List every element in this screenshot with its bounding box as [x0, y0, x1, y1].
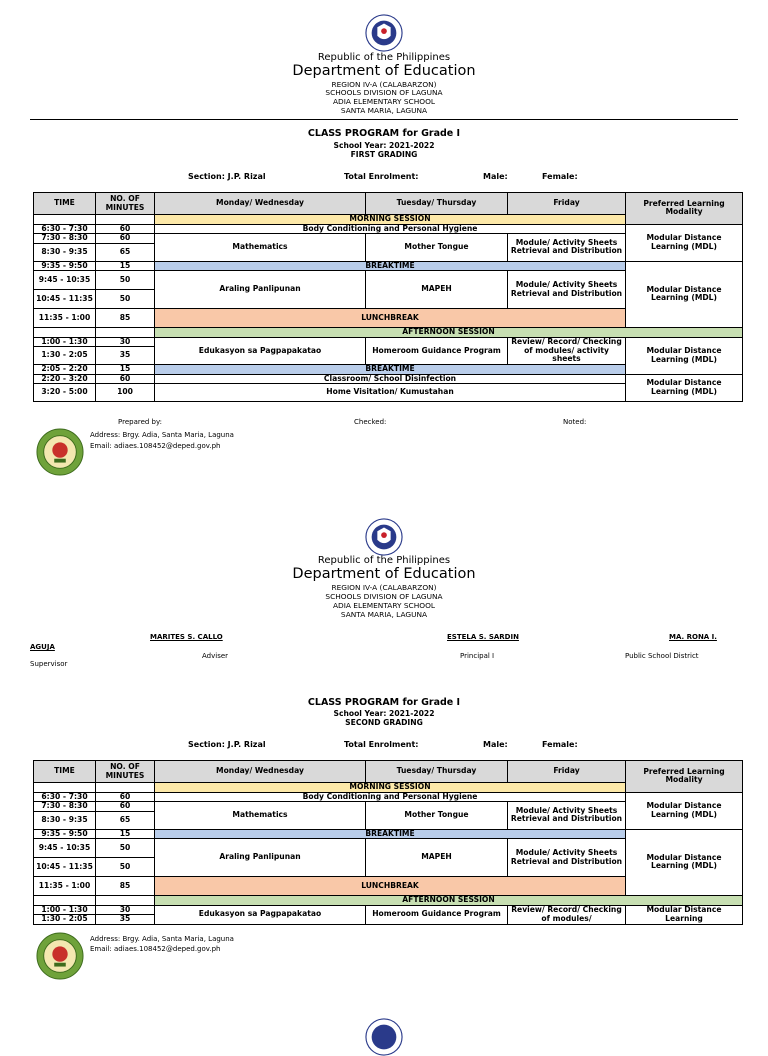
- hygiene-cell: Body Conditioning and Personal Hygiene: [155, 792, 626, 802]
- minutes-cell: 50: [96, 858, 155, 877]
- email-text: Email: adiaes.108452@deped.gov.ph: [90, 442, 221, 450]
- minutes-cell: 50: [96, 271, 155, 290]
- time-cell: 8:30 - 9:35: [34, 811, 96, 829]
- region-text: REGION IV-A (CALABARZON): [331, 80, 437, 89]
- checked-label: Checked:: [354, 418, 387, 426]
- disinfection-row: Classroom/ School Disinfection: [155, 374, 626, 384]
- subject-esp: Edukasyon sa Pagpapakatao: [155, 905, 366, 924]
- morning-session: MORNING SESSION: [155, 215, 626, 225]
- friday-module-cell: Module/ Activity Sheets Retrieval and Distribution: [508, 234, 626, 262]
- time-cell: 10:45 - 11:35: [34, 290, 96, 309]
- friday-module-cell: Module/ Activity Sheets Retrieval and Distribution: [508, 839, 626, 877]
- republic-text: Republic of the Philippines: [317, 52, 451, 63]
- minutes-cell: 50: [96, 290, 155, 309]
- school-year: School Year: 2021-2022: [333, 141, 435, 150]
- department-title: Department of Education: [292, 566, 476, 582]
- minutes-cell: 35: [96, 915, 155, 925]
- minutes-cell: 30: [96, 337, 155, 347]
- time-cell: 3:20 - 5:00: [34, 384, 96, 402]
- subject-mapeh: MAPEH: [366, 271, 508, 309]
- minutes-cell: 85: [96, 309, 155, 328]
- deped-seal-icon: [365, 518, 403, 556]
- minutes-cell: 30: [96, 905, 155, 915]
- class-program-table: [33, 192, 743, 402]
- time-cell: 11:35 - 1:00: [34, 877, 96, 896]
- grading-period: SECOND GRADING: [345, 718, 423, 727]
- time-cell: 9:45 - 10:35: [34, 839, 96, 858]
- school-text: ADIA ELEMENTARY SCHOOL: [332, 97, 436, 106]
- morning-session: MORNING SESSION: [155, 783, 626, 793]
- col-tuesday-thursday: Tuesday/ Thursday: [366, 761, 508, 783]
- col-friday: Friday: [508, 761, 626, 783]
- time-cell: 7:30 - 8:30: [34, 234, 96, 244]
- col-tuesday-thursday: Tuesday/ Thursday: [366, 193, 508, 215]
- subject-mapeh: MAPEH: [366, 839, 508, 877]
- location-text: SANTA MARIA, LAGUNA: [340, 106, 428, 115]
- region-text: REGION IV-A (CALABARZON): [331, 583, 437, 592]
- principal-role: Principal I: [460, 652, 495, 660]
- psds-role-2: Supervisor: [30, 660, 68, 668]
- subject-esp: Edukasyon sa Pagpapakatao: [155, 337, 366, 365]
- psds-role: Public School District: [625, 652, 699, 660]
- principal-name: ESTELA S. SARDIN: [447, 633, 519, 641]
- breaktime-row: BREAKTIME: [155, 261, 626, 271]
- col-minutes: NO. OF MINUTES: [96, 193, 155, 215]
- modality-cell: Modular Distance Learning (MDL): [626, 261, 743, 328]
- home-visitation-row: Home Visitation/ Kumustahan: [155, 384, 626, 402]
- minutes-cell: 35: [96, 347, 155, 365]
- male-label: Male:: [483, 172, 508, 181]
- grading-period: FIRST GRADING: [350, 150, 418, 159]
- col-monday-wednesday: Monday/ Wednesday: [155, 193, 366, 215]
- female-label: Female:: [542, 740, 578, 749]
- minutes-cell: 65: [96, 811, 155, 829]
- time-cell: 9:45 - 10:35: [34, 271, 96, 290]
- school-logo-icon: [36, 428, 84, 476]
- minutes-cell: 60: [96, 792, 155, 802]
- col-friday: Friday: [508, 193, 626, 215]
- minutes-cell: 60: [96, 374, 155, 384]
- modality-cell: Modular Distance Learning: [626, 905, 743, 924]
- psds-name: MA. RONA I.: [669, 633, 717, 641]
- subject-mother-tongue: Mother Tongue: [366, 234, 508, 262]
- section-label: Section: J.P. Rizal: [188, 172, 266, 181]
- class-program-table-second: [33, 760, 743, 925]
- col-minutes: NO. OF MINUTES: [96, 761, 155, 783]
- col-time: TIME: [34, 193, 96, 215]
- time-cell: 6:30 - 7:30: [34, 792, 96, 802]
- time-cell: 2:05 - 2:20: [34, 365, 96, 375]
- minutes-cell: 100: [96, 384, 155, 402]
- friday-module-cell: Module/ Activity Sheets Retrieval and Distribution: [508, 271, 626, 309]
- division-text: SCHOOLS DIVISION OF LAGUNA: [325, 88, 443, 97]
- col-time: TIME: [34, 761, 96, 783]
- time-cell: 1:00 - 1:30: [34, 337, 96, 347]
- minutes-cell: 60: [96, 802, 155, 812]
- psds-surname: AGUJA: [30, 643, 55, 651]
- republic-text: Republic of the Philippines: [317, 555, 451, 566]
- subject-mathematics: Mathematics: [155, 234, 366, 262]
- email-text: Email: adiaes.108452@deped.gov.ph: [90, 945, 221, 953]
- subject-homeroom: Homeroom Guidance Program: [366, 905, 508, 924]
- minutes-cell: 65: [96, 243, 155, 261]
- enrolment-label: Total Enrolment:: [344, 172, 419, 181]
- male-label: Male:: [483, 740, 508, 749]
- time-cell: 10:45 - 11:35: [34, 858, 96, 877]
- minutes-cell: 15: [96, 261, 155, 271]
- subject-homeroom: Homeroom Guidance Program: [366, 337, 508, 365]
- breaktime-row: BREAKTIME: [155, 365, 626, 375]
- minutes-cell: 50: [96, 839, 155, 858]
- school-text: ADIA ELEMENTARY SCHOOL: [332, 601, 436, 610]
- minutes-cell: 85: [96, 877, 155, 896]
- time-cell: 11:35 - 1:00: [34, 309, 96, 328]
- time-cell: 2:20 - 3:20: [34, 374, 96, 384]
- division-text: SCHOOLS DIVISION OF LAGUNA: [325, 592, 443, 601]
- location-text: SANTA MARIA, LAGUNA: [340, 610, 428, 619]
- afternoon-session: AFTERNOON SESSION: [155, 896, 743, 906]
- noted-label: Noted:: [563, 418, 587, 426]
- modality-cell: Modular Distance Learning (MDL): [626, 792, 743, 829]
- hygiene-cell: Body Conditioning and Personal Hygiene: [155, 224, 626, 234]
- time-cell: 8:30 - 9:35: [34, 243, 96, 261]
- school-logo-icon: [36, 932, 84, 980]
- time-cell: 9:35 - 9:50: [34, 829, 96, 839]
- time-cell: 7:30 - 8:30: [34, 802, 96, 812]
- time-cell: 9:35 - 9:50: [34, 261, 96, 271]
- friday-review-cell: Review/ Record/ Checking of modules/ activity sheets: [508, 337, 626, 365]
- minutes-cell: 15: [96, 829, 155, 839]
- time-cell: 1:30 - 2:05: [34, 347, 96, 365]
- afternoon-session: AFTERNOON SESSION: [155, 328, 743, 338]
- subject-mother-tongue: Mother Tongue: [366, 802, 508, 830]
- header-divider: [30, 119, 738, 120]
- section-label: Section: J.P. Rizal: [188, 740, 266, 749]
- minutes-cell: 60: [96, 224, 155, 234]
- subject-araling-panlipunan: Araling Panlipunan: [155, 839, 366, 877]
- lunchbreak-row: LUNCHBREAK: [155, 877, 626, 896]
- col-modality: Preferred Learning Modality: [626, 193, 743, 225]
- female-label: Female:: [542, 172, 578, 181]
- minutes-cell: 60: [96, 234, 155, 244]
- school-year: School Year: 2021-2022: [333, 709, 435, 718]
- enrolment-label: Total Enrolment:: [344, 740, 419, 749]
- col-monday-wednesday: Monday/ Wednesday: [155, 761, 366, 783]
- col-modality: Preferred Learning Modality: [626, 761, 743, 793]
- minutes-cell: 15: [96, 365, 155, 375]
- adviser-name: MARITES S. CALLO: [150, 633, 223, 641]
- address-text: Address: Brgy. Adia, Santa Maria, Laguna: [90, 431, 234, 439]
- program-title: CLASS PROGRAM for Grade I: [307, 697, 461, 708]
- time-cell: 1:30 - 2:05: [34, 915, 96, 925]
- subject-mathematics: Mathematics: [155, 802, 366, 830]
- modality-cell: Modular Distance Learning (MDL): [626, 374, 743, 402]
- lunchbreak-row: LUNCHBREAK: [155, 309, 626, 328]
- friday-module-cell: Module/ Activity Sheets Retrieval and Distribution: [508, 802, 626, 830]
- modality-cell: Modular Distance Learning (MDL): [626, 829, 743, 896]
- prepared-by-label: Prepared by:: [118, 418, 162, 426]
- modality-cell: Modular Distance Learning (MDL): [626, 224, 743, 261]
- program-title: CLASS PROGRAM for Grade I: [307, 128, 461, 139]
- breaktime-row: BREAKTIME: [155, 829, 626, 839]
- adviser-role: Adviser: [202, 652, 229, 660]
- deped-seal-icon: [365, 14, 403, 52]
- time-cell: 6:30 - 7:30: [34, 224, 96, 234]
- address-text: Address: Brgy. Adia, Santa Maria, Laguna: [90, 935, 234, 943]
- subject-araling-panlipunan: Araling Panlipunan: [155, 271, 366, 309]
- friday-review-cell: Review/ Record/ Checking of modules/: [508, 905, 626, 924]
- modality-cell: Modular Distance Learning (MDL): [626, 337, 743, 374]
- department-title: Department of Education: [292, 63, 476, 79]
- time-cell: 1:00 - 1:30: [34, 905, 96, 915]
